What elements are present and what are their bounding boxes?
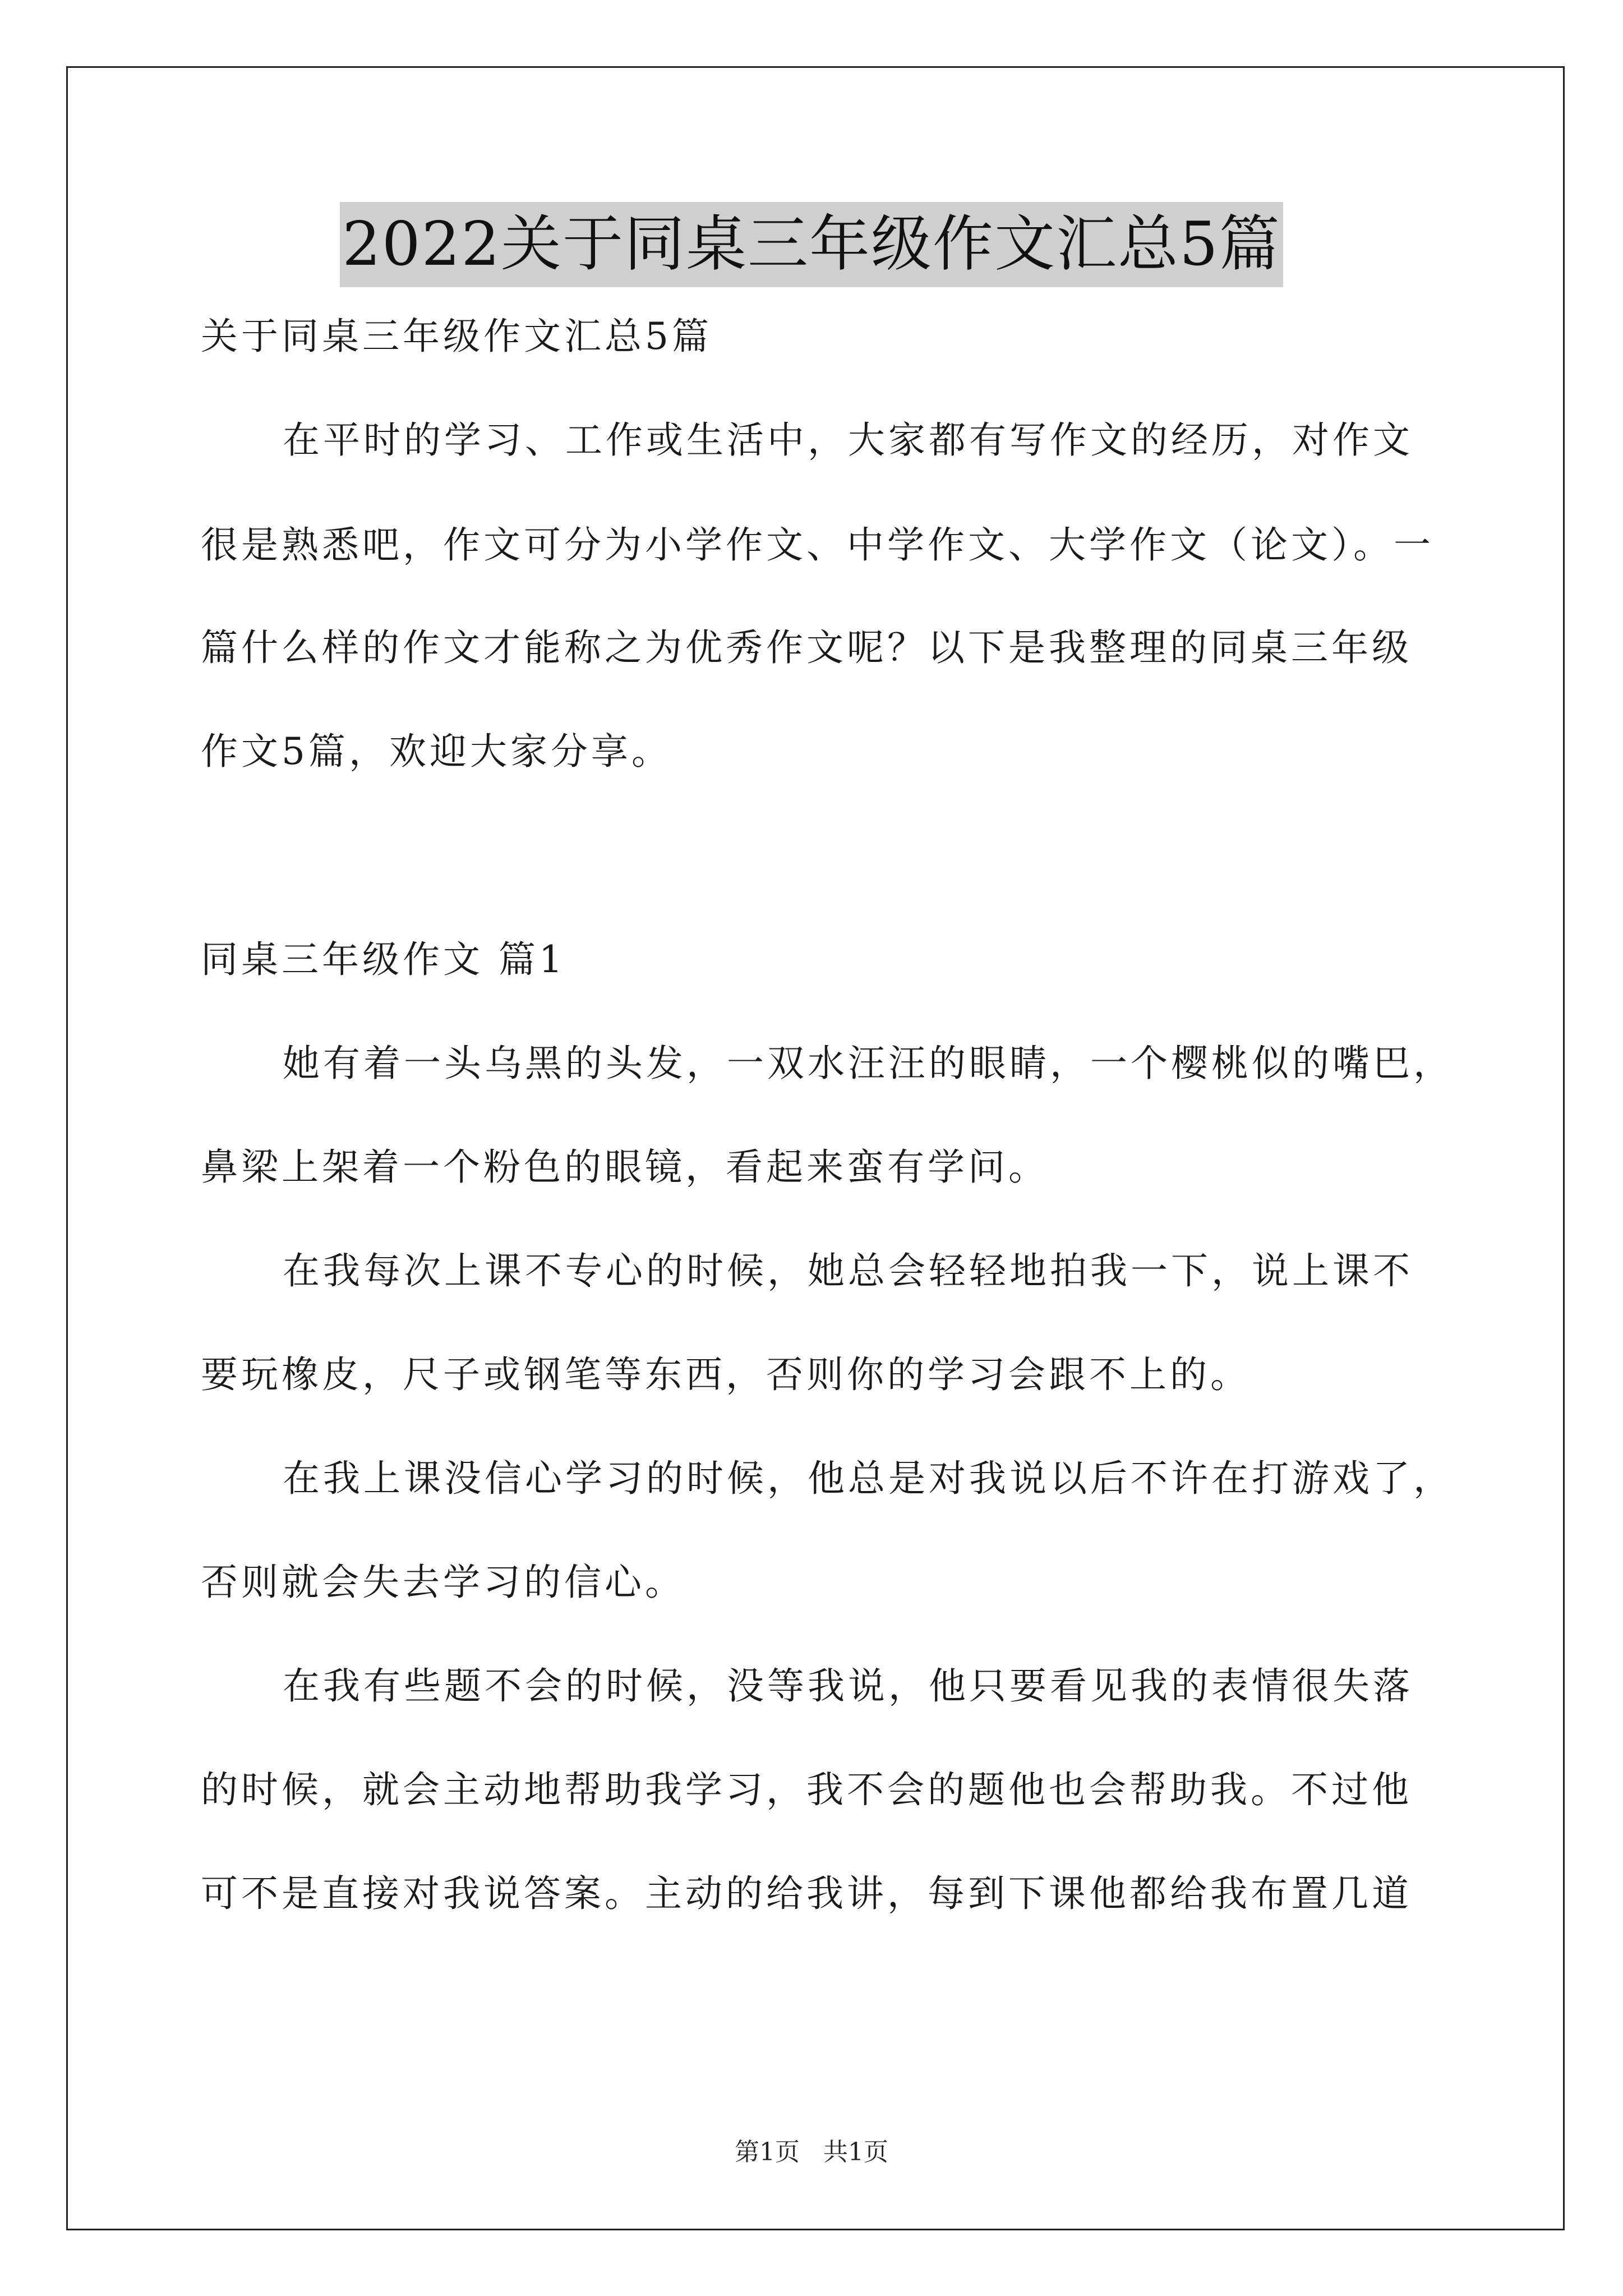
intro-line: 很是熟悉吧，作文可分为小学作文、中学作文、大学作文（论文）。一 <box>201 523 1434 567</box>
intro-line: 篇什么样的作文才能称之为优秀作文呢？以下是我整理的同桌三年级 <box>201 626 1412 669</box>
intro-line: 作文5篇，欢迎大家分享。 <box>201 730 672 773</box>
page-footer: 第1页 共1页 <box>735 2138 888 2166</box>
document-title: 2022关于同桌三年级作文汇总5篇 <box>340 202 1283 287</box>
paragraph-line: 在我有些题不会的时候，没等我说，他只要看见我的表情很失落 <box>283 1664 1413 1708</box>
paragraph-line: 鼻梁上架着一个粉色的眼镜，看起来蛮有学问。 <box>201 1145 1049 1189</box>
paragraph-line: 要玩橡皮，尺子或钢笔等东西，否则你的学习会跟不上的。 <box>201 1353 1251 1396</box>
title-container <box>0 202 1623 287</box>
section-heading: 同桌三年级作文 篇1 <box>201 938 566 981</box>
subtitle: 关于同桌三年级作文汇总5篇 <box>201 315 712 358</box>
paragraph-line: 她有着一头乌黑的头发，一双水汪汪的眼睛，一个樱桃似的嘴巴， <box>283 1042 1454 1085</box>
paragraph-line: 否则就会失去学习的信心。 <box>201 1561 685 1604</box>
paragraph-line: 可不是直接对我说答案。主动的给我讲，每到下课他都给我布置几道 <box>201 1872 1412 1915</box>
paragraph-line: 的时候，就会主动地帮助我学习，我不会的题他也会帮助我。不过他 <box>201 1768 1412 1811</box>
paragraph-line: 在我每次上课不专心的时候，她总会轻轻地拍我一下，说上课不 <box>283 1249 1413 1292</box>
paragraph-line: 在我上课没信心学习的时候，他总是对我说以后不许在打游戏了， <box>283 1457 1454 1500</box>
intro-line: 在平时的学习、工作或生活中，大家都有写作文的经历，对作文 <box>283 418 1413 462</box>
